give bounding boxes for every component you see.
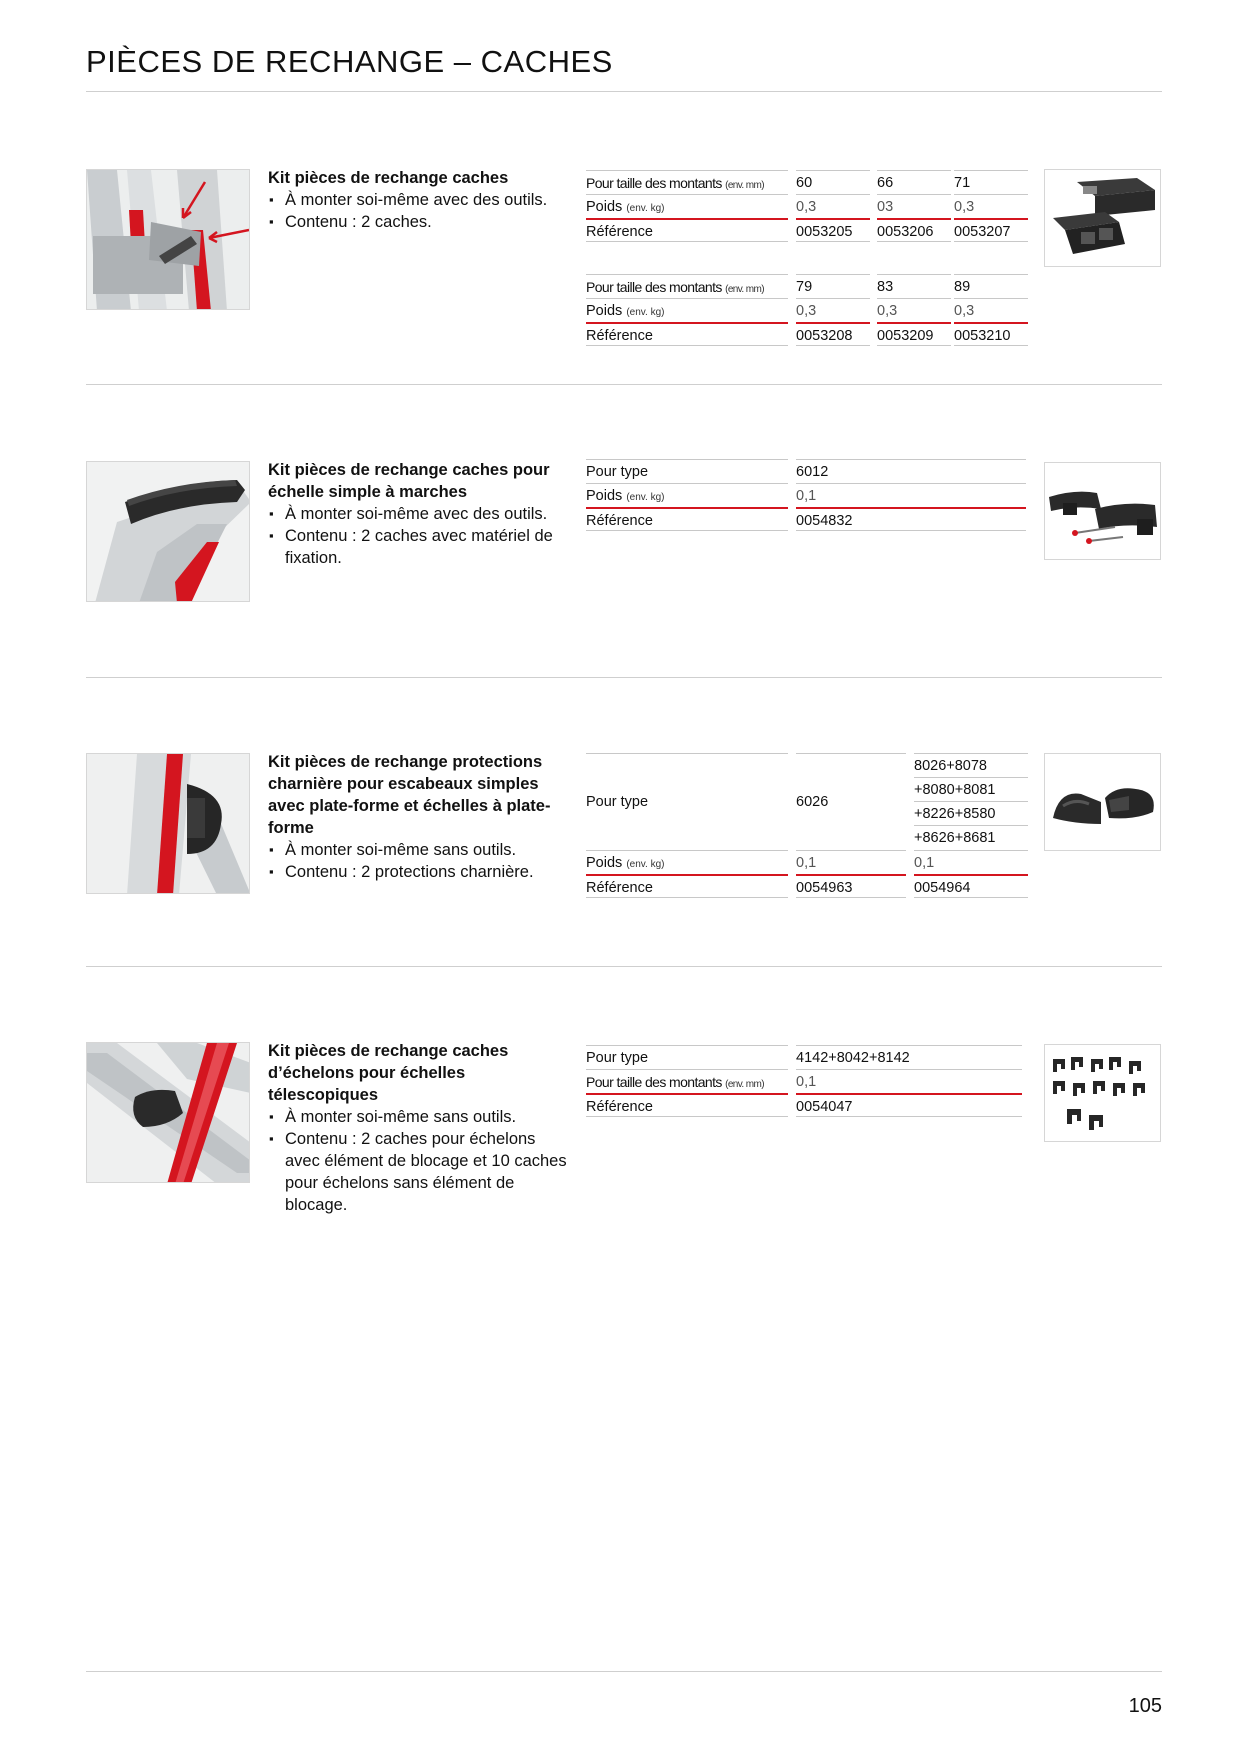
section-3-description (268, 751, 568, 883)
telescopic-rung-photo (86, 1042, 250, 1183)
divider (86, 91, 1162, 92)
page-title: PIÈCES DE RECHANGE – CACHES (86, 44, 613, 79)
page-number: 105 (1128, 1695, 1162, 1717)
bullet: ▪ À monter soi-même avec des outils. (268, 189, 568, 211)
divider (86, 384, 1162, 385)
weight-value: 0,1 (796, 850, 906, 874)
hinge-photo (86, 753, 250, 894)
size-value: 83 (877, 274, 951, 298)
product-title: Kit pièces de rechange caches (268, 169, 509, 187)
size-label: Pour taille des montants (env. mm) (586, 274, 788, 298)
weight-value: 0,1 (796, 483, 1026, 507)
type-label: Pour type (586, 1045, 788, 1069)
cap-product-photo (1044, 169, 1161, 267)
product-title: Kit pièces de rechange caches d’échelons pour échelles télescopiques (268, 1042, 509, 1104)
bullet: ▪ À monter soi-même sans outils. (268, 1106, 568, 1128)
ref-value: 0054832 (796, 507, 1026, 531)
ref-label: Référence (586, 507, 788, 531)
ref-value: 0053205 (796, 218, 870, 242)
ladder-upright-photo (86, 169, 250, 310)
ref-value: 0054964 (914, 874, 1028, 898)
size-value: 71 (954, 170, 1028, 194)
bullet: ▪ À monter soi-même avec des outils. (268, 503, 568, 525)
size-value: 79 (796, 274, 870, 298)
ref-label: Référence (586, 218, 788, 242)
weight-value: 0,3 (954, 298, 1028, 322)
weight-value: 0,3 (877, 298, 951, 322)
ref-value: 0053210 (954, 322, 1028, 346)
product-title: Kit pièces de rechange protections charnière pour escabeaux simples avec plate-forme et échelles à plate-forme (268, 753, 551, 837)
weight-value: 0,3 (954, 194, 1028, 218)
single-ladder-photo (86, 461, 250, 602)
type-value: +8226+8580 (914, 801, 1028, 825)
weight-value: 0,3 (796, 298, 870, 322)
size-label: Pour taille des montants (env. mm) (586, 1069, 788, 1093)
weight-value: 0,1 (914, 850, 1028, 874)
weight-value: 0,3 (796, 194, 870, 218)
bullet: ▪ Contenu : 2 caches. (268, 211, 568, 233)
ref-value: 0053209 (877, 322, 951, 346)
ref-value: 0053206 (877, 218, 951, 242)
weight-value: 03 (877, 194, 951, 218)
divider (86, 966, 1162, 967)
rung-caps-product-photo (1044, 1044, 1161, 1142)
ref-value: 0054963 (796, 874, 906, 898)
ref-label: Référence (586, 1093, 788, 1117)
bullet: ▪ Contenu : 2 protections charnière. (268, 861, 568, 883)
ref-label: Référence (586, 322, 788, 346)
size-value: 89 (954, 274, 1028, 298)
type-label: Pour type (586, 459, 788, 483)
type-value: 6026 (796, 753, 906, 850)
bullet: ▪ Contenu : 2 caches pour échelons avec élément de blocage et 10 caches pour échelons sans élément de blocage. (268, 1128, 568, 1216)
divider (86, 677, 1162, 678)
section-4-description (268, 1040, 568, 1216)
type-value: 6012 (796, 459, 1026, 483)
bullet: ▪ Contenu : 2 caches avec matériel de fixation. (268, 525, 568, 569)
weight-value: 0,1 (796, 1069, 1022, 1093)
type-value: 8026+8078 (914, 753, 1028, 777)
type-value: +8626+8681 (914, 825, 1028, 849)
hinge-protection-product-photo (1044, 753, 1161, 851)
type-value: +8080+8081 (914, 777, 1028, 801)
section-1-description (268, 167, 568, 233)
step-cap-product-photo (1044, 462, 1161, 560)
weight-label: Poids (env. kg) (586, 850, 788, 874)
ref-value: 0054047 (796, 1093, 1022, 1117)
divider (86, 1671, 1162, 1672)
ref-label: Référence (586, 874, 788, 898)
bullet: ▪ À monter soi-même sans outils. (268, 839, 568, 861)
ref-value: 0053208 (796, 322, 870, 346)
weight-label: Poids (env. kg) (586, 194, 788, 218)
ref-value: 0053207 (954, 218, 1028, 242)
type-value: 4142+8042+8142 (796, 1045, 1022, 1069)
weight-label: Poids (env. kg) (586, 483, 788, 507)
product-title: Kit pièces de rechange caches pour échelle simple à marches (268, 461, 550, 501)
size-value: 60 (796, 170, 870, 194)
size-label: Pour taille des montants (env. mm) (586, 170, 788, 194)
section-2-description (268, 459, 568, 569)
type-label: Pour type (586, 753, 788, 850)
weight-label: Poids (env. kg) (586, 298, 788, 322)
size-value: 66 (877, 170, 951, 194)
